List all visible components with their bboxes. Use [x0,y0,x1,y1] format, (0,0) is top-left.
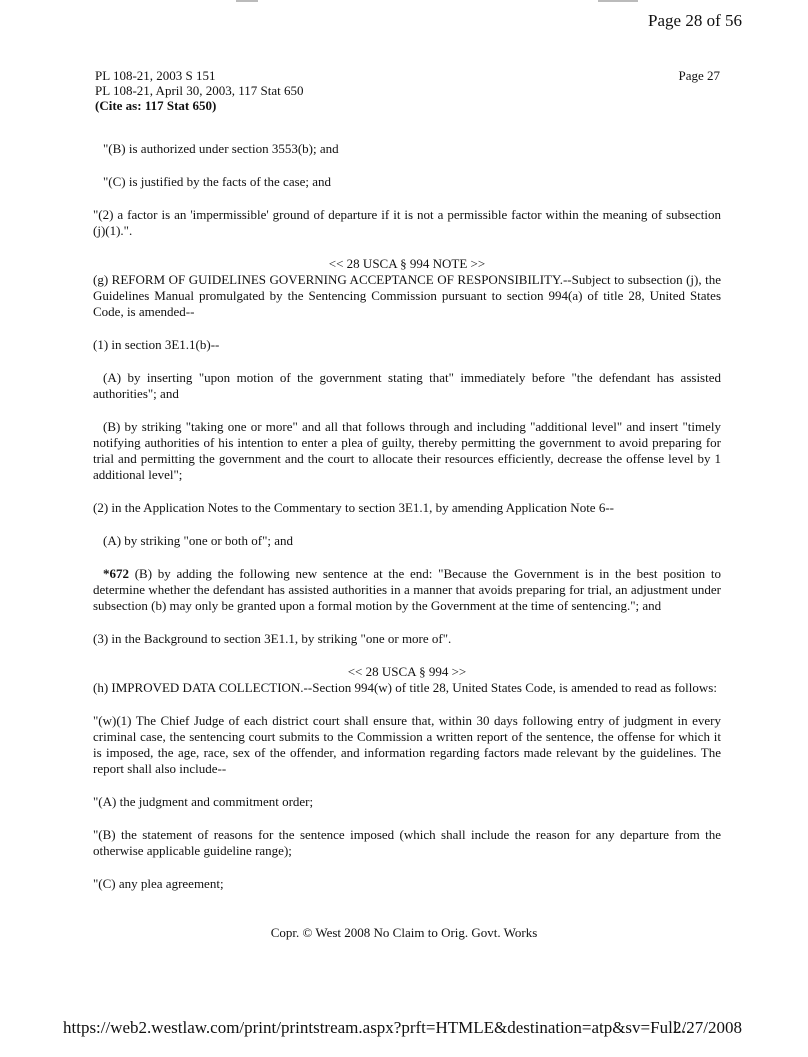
star-page-marker: *672 [103,566,129,581]
page-label: Page 27 [678,68,720,83]
paragraph: "(A) the judgment and commitment order; [93,794,314,809]
print-url: https://web2.westlaw.com/print/printstream.aspx?prft=HTMLE&destination=atp&sv=Full... [63,1018,691,1037]
paragraph: (2) in the Application Notes to the Commentary to section 3E1.1, by amending Application Note 6-- [93,500,614,515]
paragraph: "(C) any plea agreement; [93,876,224,891]
usca-note: << 28 USCA § 994 NOTE >> [328,256,486,271]
paragraph: (h) IMPROVED DATA COLLECTION.--Section 994(w) of title 28, United States Code, is amended to read as follows: [93,680,717,695]
header-citation-2: PL 108-21, April 30, 2003, 117 Stat 650 [95,83,304,98]
paragraph: (3) in the Background to section 3E1.1, by striking "one or more of". [93,631,452,646]
usca-note: << 28 USCA § 994 >> [347,664,467,679]
print-date: 2/27/2008 [673,1018,742,1037]
document-body [93,141,721,909]
paragraph-text: (B) by adding the following new sentence at the end: "Because the Government is in the best position to determine whether the defendant has assisted authorities in a manner that avoids preparing for trial, an adjustment under subsection (b) may only be granted upon a formal motion by the Government at the time of sentencing."; and [93,566,721,613]
top-scan-marks [0,0,808,4]
copyright-notice: Copr. © West 2008 No Claim to Orig. Govt. Works [270,925,538,940]
paragraph: (1) in section 3E1.1(b)-- [93,337,220,352]
header-cite-as: (Cite as: 117 Stat 650) [95,98,217,113]
paragraph: (g) REFORM OF GUIDELINES GOVERNING ACCEPTANCE OF RESPONSIBILITY.--Subject to subsection (j), the Guidelines Manual promulgated by the Sentencing Commission pursuant to section 994(a) of title 28, United States Code, is amended-- [93,272,721,319]
paragraph: "(B) is authorized under section 3553(b); and [103,141,339,156]
paragraph [93,566,721,614]
paragraph: (B) by striking "taking one or more" and all that follows through and including "additional level" and insert "timely notifying authorities of his intention to enter a plea of guilty, thereby permitting the government to avoid preparing for trial and permitting the government and the court to allocate their resources efficiently, decrease the offense level by 1 additional level"; [93,419,721,482]
header-citation-1: PL 108-21, 2003 S 151 [95,68,216,83]
document-header [95,68,725,113]
paragraph: (A) by striking "one or both of"; and [103,533,294,548]
paragraph: "(w)(1) The Chief Judge of each district court shall ensure that, within 30 days following entry of judgment in every criminal case, the sentencing court submits to the Commission a written report of the sentence, the offense for which it is imposed, the age, race, sex of the offender, and information regarding factors made relevant by the guidelines. The report shall also include-- [93,713,721,776]
page-counter: Page 28 of 56 [648,11,742,30]
paragraph: "(C) is justified by the facts of the case; and [103,174,332,189]
paragraph: (A) by inserting "upon motion of the government stating that" immediately before "the defendant has assisted authorities"; and [93,370,721,401]
paragraph: "(B) the statement of reasons for the sentence imposed (which shall include the reason for any departure from the otherwise applicable guideline range); [93,827,721,858]
paragraph: "(2) a factor is an 'impermissible' ground of departure if it is not a permissible factor within the meaning of subsection (j)(1).". [93,207,721,238]
